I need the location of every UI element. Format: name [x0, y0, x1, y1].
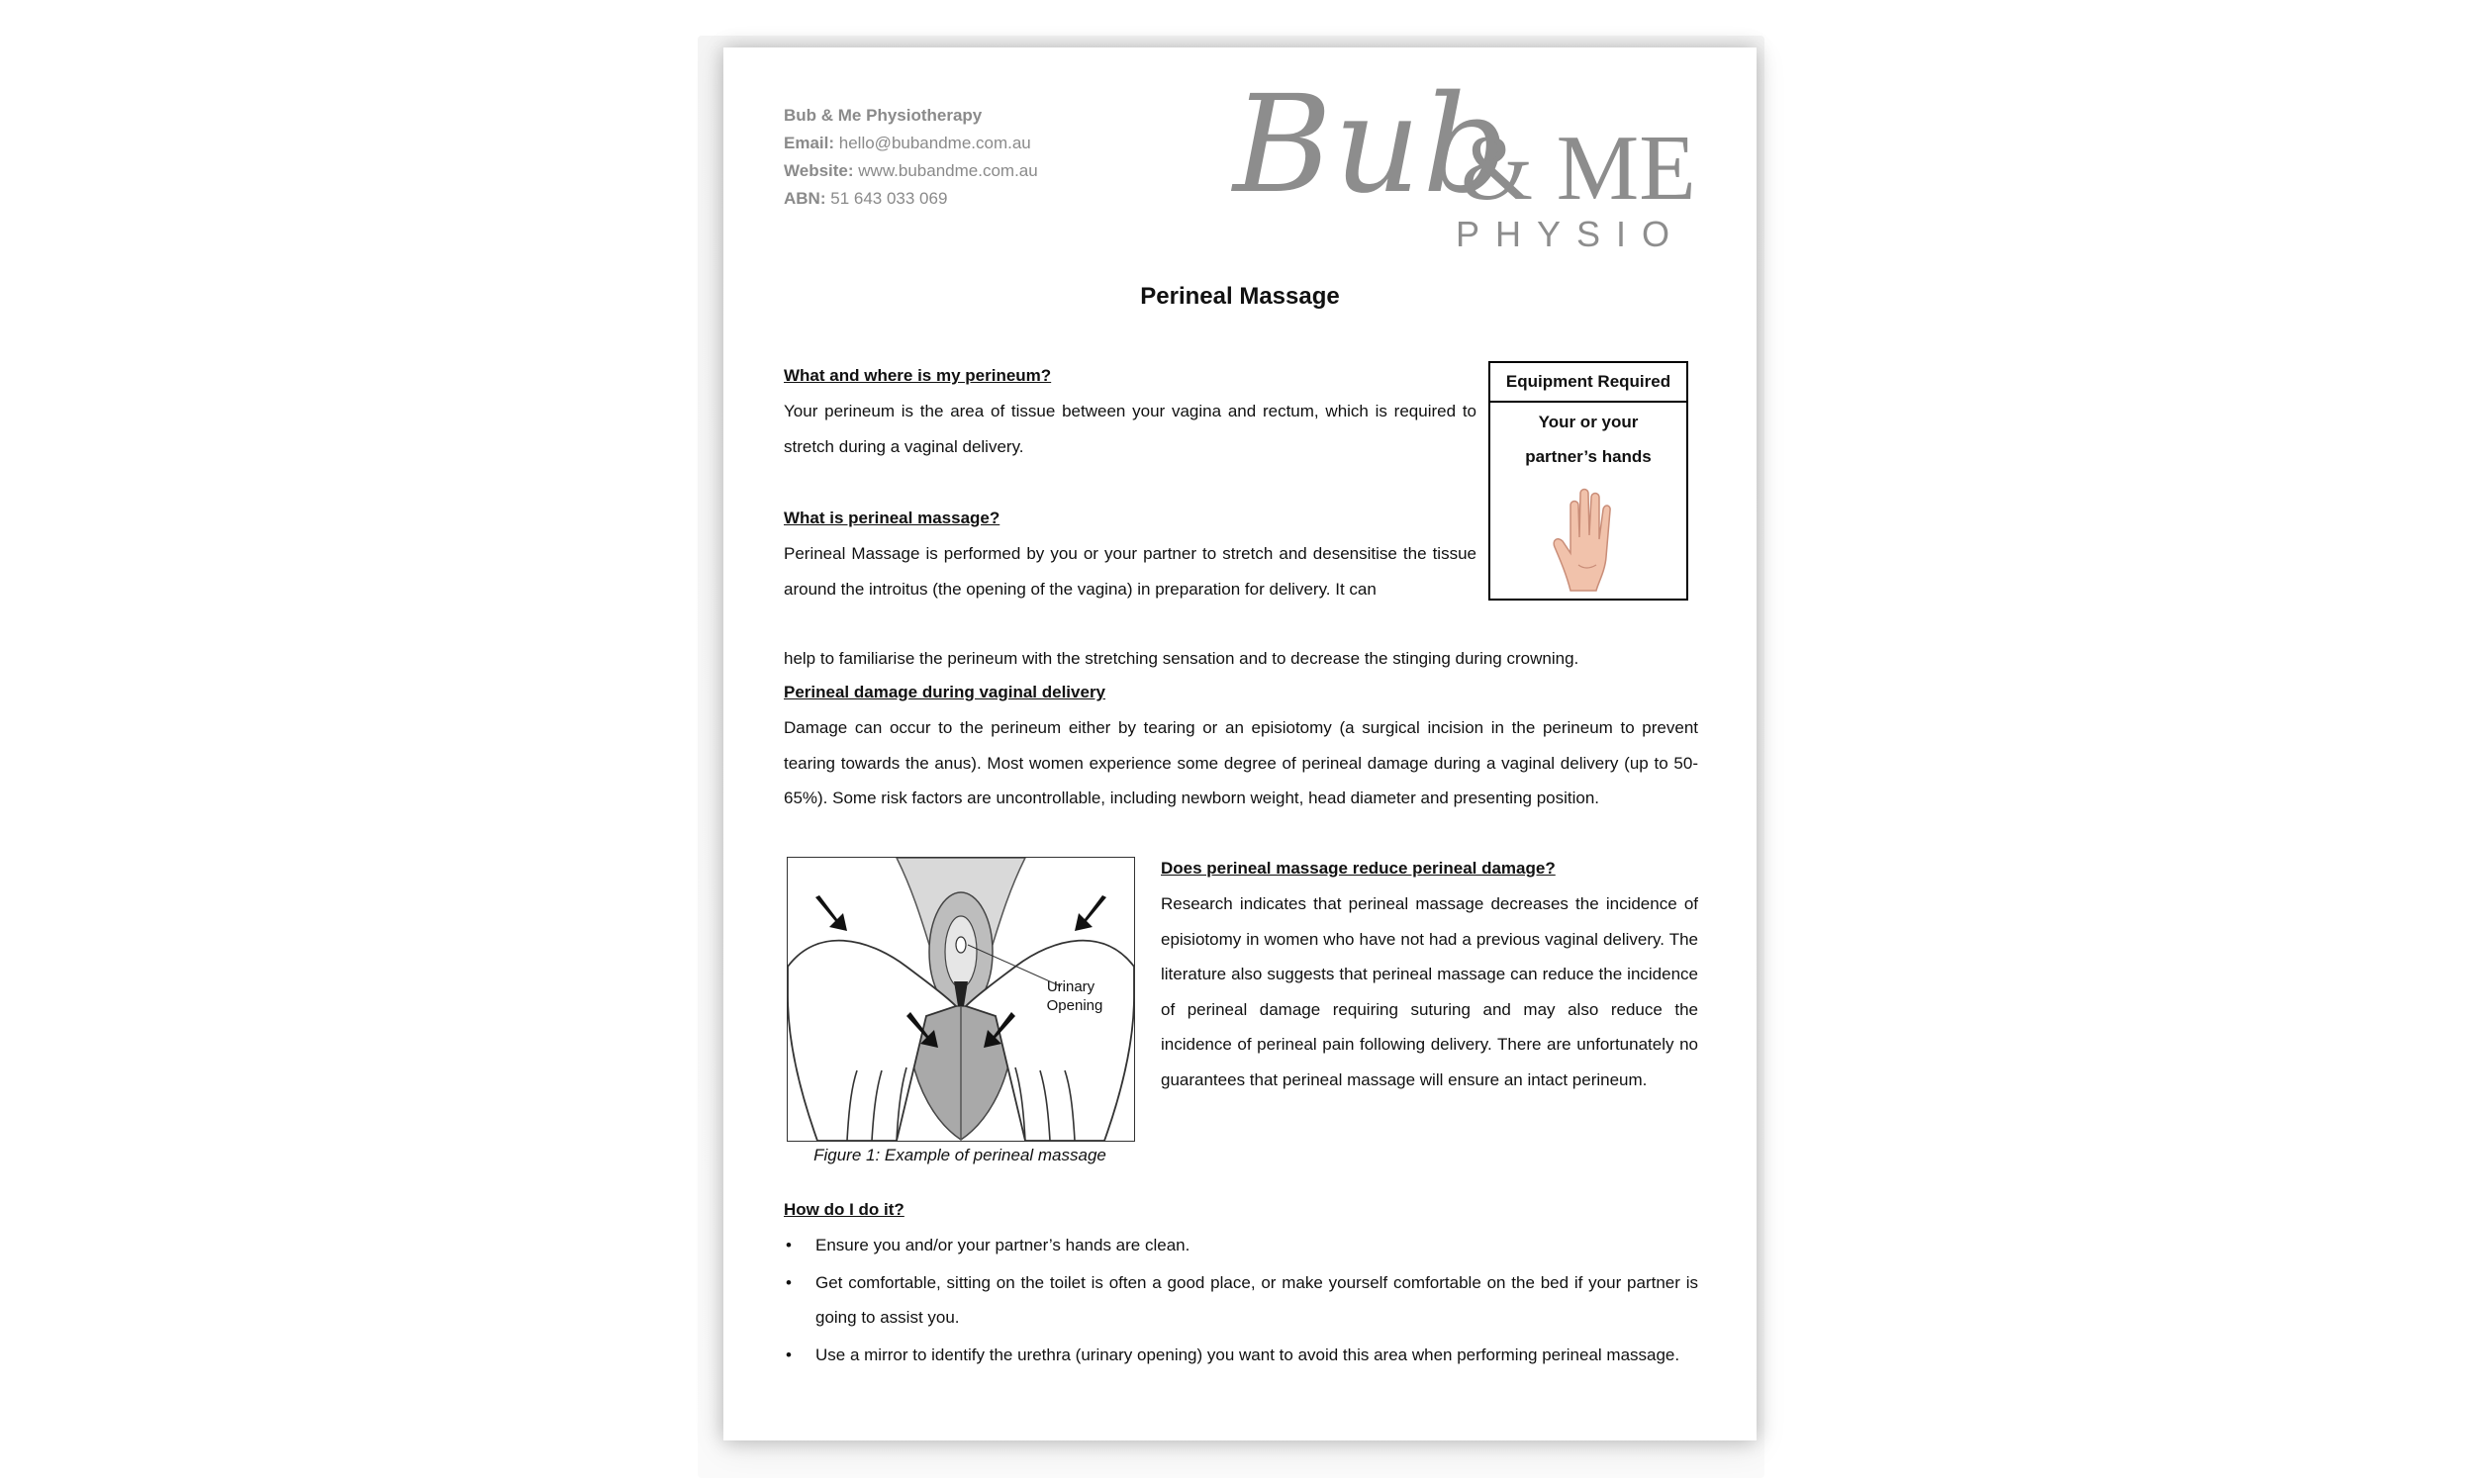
section-body-damage: Damage can occur to the perineum either by tearing or an episiotomy (a surgical incision in the perineum to prevent tearing towards the anus). Most women experience some degree of perineal damage during a vaginal delivery (up to 50-65%). Some risk factors are uncontrollable, including newborn weight, head diameter and presenting position.: [784, 718, 1698, 807]
abn-value: 51 643 033 069: [830, 189, 948, 208]
contact-block: [784, 102, 1038, 213]
figure-label-opening: Opening: [1046, 997, 1103, 1014]
figure-perineal-massage: [787, 857, 1135, 1142]
website-label: Website:: [784, 161, 854, 180]
logo-bub-text: Bub: [1233, 67, 1511, 224]
section-body-perineum: Your perineum is the area of tissue between your vagina and rectum, which is required to stretch during a vaginal delivery.: [784, 402, 1476, 456]
list-item: [784, 1338, 1698, 1373]
section-body-reduce-damage: Research indicates that perineal massage decreases the incidence of episiotomy in women who have not had a previous vaginal delivery. The literature also suggests that perineal massage can reduce the incidence of perineal damage requiring suturing and may also reduce the incidence of perineal pain following delivery. There are unfortunately no guarantees that perineal massage will ensure an intact perineum.: [1161, 894, 1698, 1089]
website-value[interactable]: www.bubandme.com.au: [858, 161, 1038, 180]
figure-label-urinary: Urinary: [1046, 978, 1095, 995]
figure-caption: Figure 1: Example of perineal massage: [813, 1146, 1106, 1164]
abn-line: [784, 185, 1038, 213]
company-name: Bub & Me Physiotherapy: [784, 106, 983, 125]
equipment-heading: Equipment Required: [1490, 363, 1686, 403]
list-item: [784, 1228, 1698, 1263]
section-heading-perineum: What and where is my perineum?: [784, 366, 1052, 385]
logo-me-text: & ME: [1461, 117, 1696, 220]
email-value[interactable]: hello@bubandme.com.au: [838, 134, 1031, 152]
list-item-text: Ensure you and/or your partner’s hands are clean.: [815, 1236, 1190, 1254]
section-heading-how-to: How do I do it?: [784, 1200, 904, 1219]
email-line: [784, 130, 1038, 157]
bullet-dot: •: [786, 1272, 792, 1292]
list-item: [784, 1265, 1698, 1336]
section-heading-massage: What is perineal massage?: [784, 509, 1000, 527]
list-item-text: Get comfortable, sitting on the toilet is often a good place, or make yourself comfortable on the bed if your partner is going to assist you.: [815, 1272, 1698, 1327]
section-heading-damage: Perineal damage during vaginal delivery: [784, 683, 1106, 701]
perineal-massage-illustration: [788, 858, 1134, 1141]
how-to-list: [784, 1228, 1698, 1374]
section-body-massage: Perineal Massage is performed by you or your partner to stretch and desensitise the tissue around the introitus (the opening of the vagina) in preparation for delivery. It can: [784, 544, 1476, 599]
brand-logo: [1233, 67, 1708, 275]
equipment-line-1: Your or your: [1538, 413, 1639, 431]
bullet-dot: •: [786, 1236, 792, 1254]
email-label: Email:: [784, 134, 835, 152]
list-item-text: Use a mirror to identify the urethra (urinary opening) you want to avoid this area when performing perineal massage.: [815, 1345, 1680, 1364]
equipment-line-2: partner’s hands: [1525, 447, 1652, 466]
logo-physio-text: PHYSIO: [1456, 214, 1686, 254]
hand-icon: [1549, 480, 1628, 599]
website-line: [784, 157, 1038, 185]
abn-label: ABN:: [784, 189, 826, 208]
equipment-box: [1488, 361, 1688, 601]
bullet-dot: •: [786, 1345, 792, 1364]
document-page: [723, 47, 1757, 1440]
section-heading-reduce-damage: Does perineal massage reduce perineal damage?: [1161, 859, 1556, 878]
page-title: Perineal Massage: [1140, 283, 1340, 310]
section-body-massage-continued: help to familiarise the perineum with the stretching sensation and to decrease the stinging during crowning.: [784, 649, 1579, 668]
